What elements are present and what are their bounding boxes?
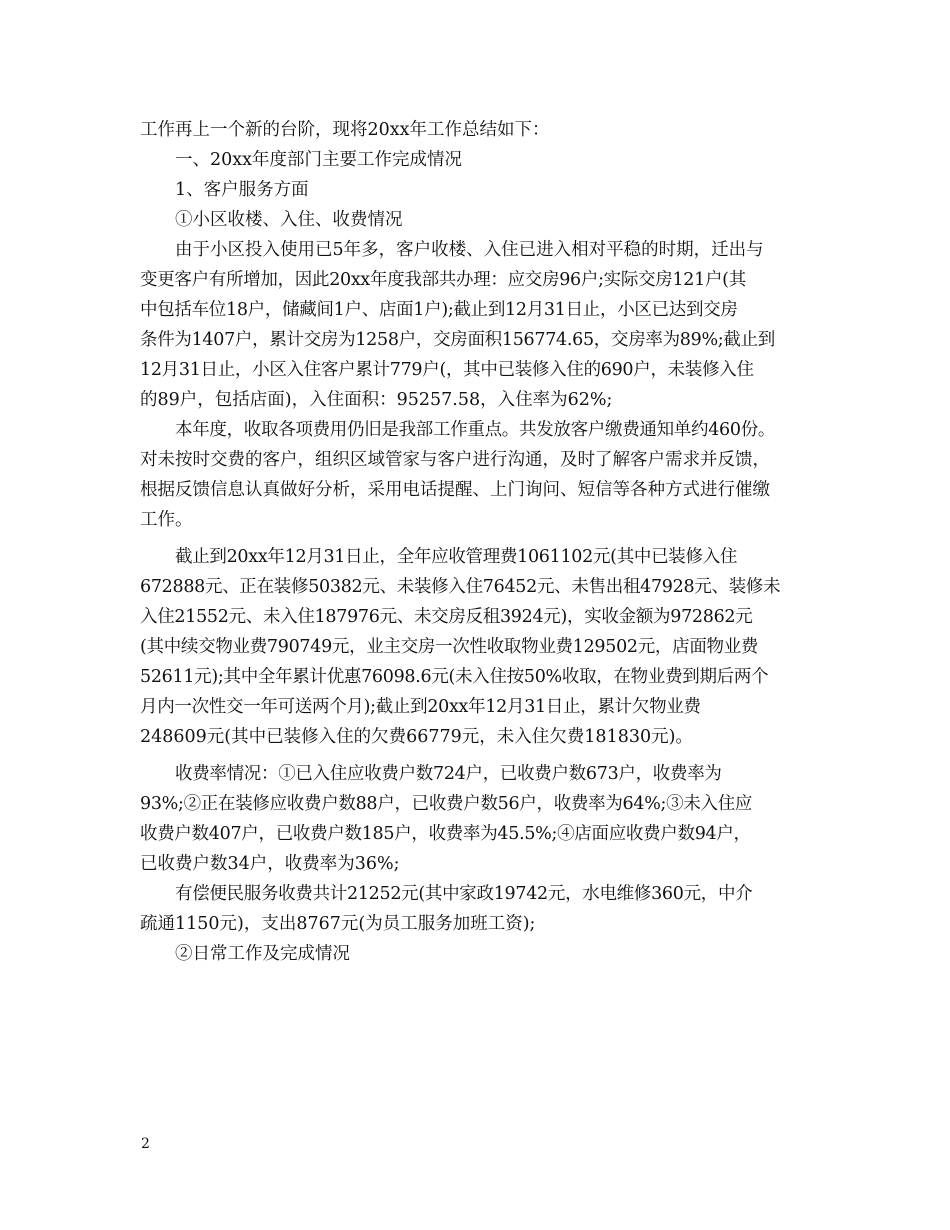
text-line: 已收费户数34户，收费率为36%; (140, 854, 400, 874)
section-heading: 一、20xx年度部门主要工作完成情况 (175, 150, 463, 170)
paragraph-gap (140, 535, 815, 542)
item-heading: ①小区收楼、入住、收费情况 (175, 210, 403, 230)
text-line: 有偿便民服务收费共计21252元(其中家政19742元，水电维修360元，中介 (175, 884, 753, 904)
text-line: 12月31日止，小区入住客户累计779户(，其中已装修入住的690户，未装修入住 (140, 360, 754, 380)
text-line: 截止到20xx年12月31日止，全年应收管理费1061102元(其中已装修入住 (175, 547, 738, 567)
text-line: 52611元);其中全年累计优惠76098.6元(未入住按50%收取，在物业费到期后两个 (140, 667, 769, 687)
text-line: 的89户，包括店面)，入住面积：95257.58，入住率为62%; (140, 390, 613, 410)
text-line: 对未按时交费的客户，组织区域管家与客户进行沟通，及时了解客户需求并反馈， (140, 450, 770, 470)
text-line: 变更客户有所增加，因此20xx年度我部共办理：应交房96户;实际交房121户(其 (140, 270, 746, 290)
text-line: 收费率情况：①已入住应收费户数724户，已收费户数673户，收费率为 (175, 764, 722, 784)
paragraph-gap (140, 752, 815, 759)
text-line: 疏通1150元)，支出8767元(为员工服务加班工资); (140, 914, 536, 934)
text-line: 工作。 (140, 510, 193, 530)
text-line: 入住21552元、未入住187976元、未交房反租3924元)，实收金额为972862元 (140, 607, 753, 627)
item-heading: ②日常工作及完成情况 (175, 944, 350, 964)
text-line: 条件为1407户，累计交房为1258户，交房面积156774.65，交房率为89%;截止到 (140, 330, 775, 350)
text-line: 93%;②正在装修应收费户数88户，已收费户数56户，收费率为64%;③未入住应 (140, 794, 753, 814)
text-line: 收费户数407户，已收费户数185户，收费率为45.5%;④店面应收费户数94户， (140, 824, 751, 844)
page-number: 2 (141, 1136, 150, 1152)
text-line: 由于小区投入使用已5年多，客户收楼、入住已进入相对平稳的时期，迁出与 (175, 240, 764, 260)
text-line: 月内一次性交一年可送两个月);截止到20xx年12月31日止，累计欠物业费 (140, 697, 701, 717)
subsection-heading: 1、客户服务方面 (175, 180, 309, 200)
text-line: 中包括车位18户，储藏间1户、店面1户);截止到12月31日止，小区已达到交房 (140, 300, 738, 320)
text-line: 248609元(其中已装修入住的欠费66779元，未入住欠费181830元)。 (140, 727, 693, 747)
text-line: 本年度，收取各项费用仍旧是我部工作重点。共发放客户缴费通知单约460份。 (175, 420, 776, 440)
text-line: 根据反馈信息认真做好分析，采用电话提醒、上门询问、短信等各种方式进行催缴 (140, 480, 770, 500)
text-line: 工作再上一个新的台阶，现将20xx年工作总结如下： (140, 120, 550, 140)
text-line: 672888元、正在装修50382元、未装修入住76452元、未售出租47928元、装修未 (140, 577, 781, 597)
body-text (140, 115, 815, 969)
text-line: (其中续交物业费790749元，业主交房一次性收取物业费129502元，店面物业费 (140, 637, 759, 657)
